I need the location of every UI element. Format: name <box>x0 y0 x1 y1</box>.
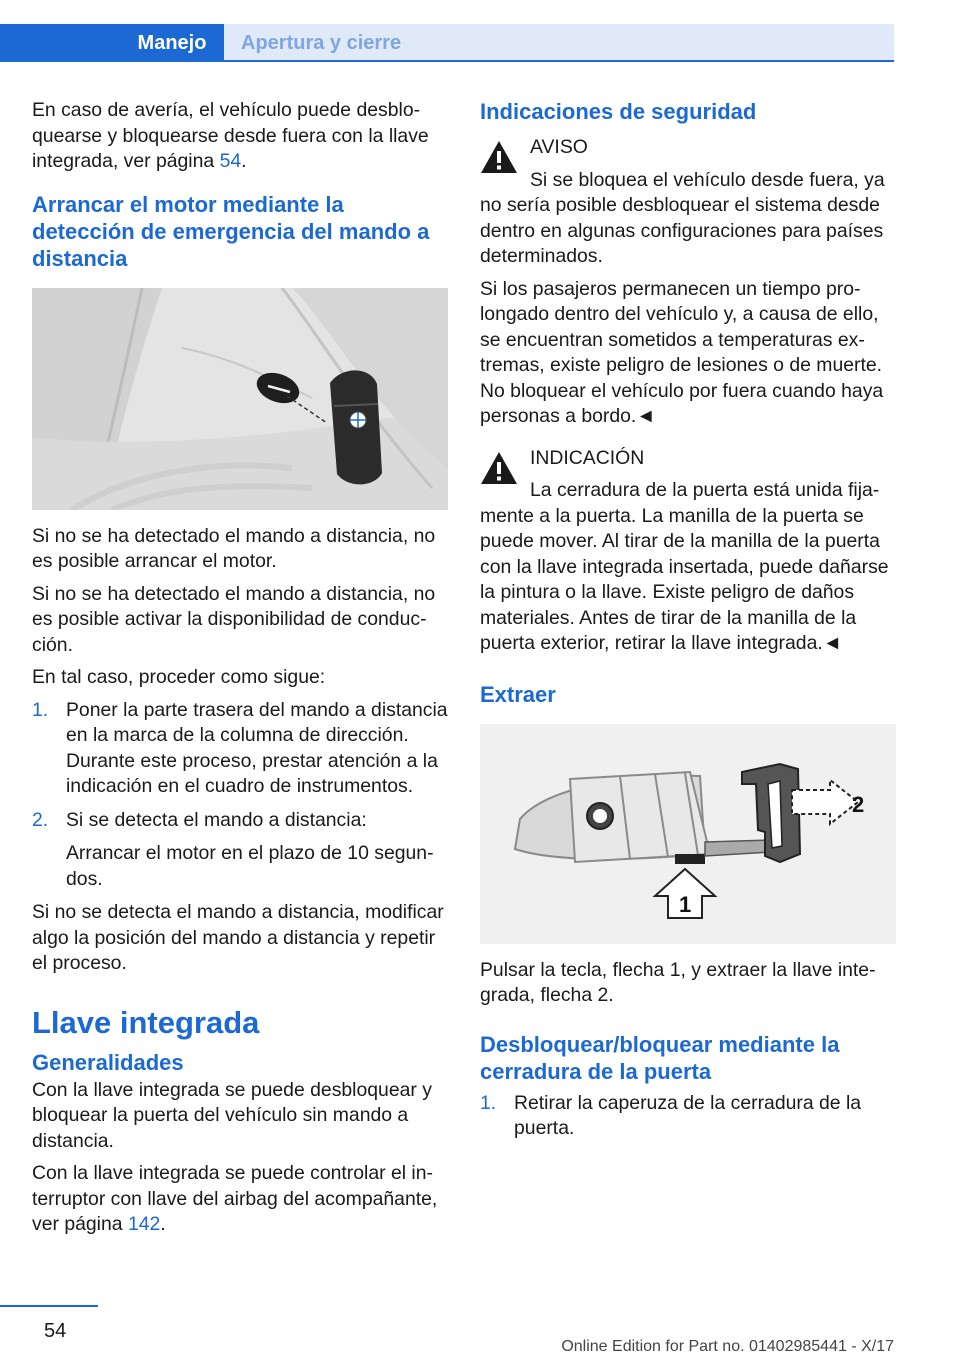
intro-text: En caso de avería, el vehículo puede desbloquearse y bloquearse desde fuera con la llave integrada, ver página <box>32 99 429 172</box>
step-text <box>66 808 448 893</box>
general-2-text: Con la llave integrada se puede controlar el interruptor con llave del airbag del acompañante, ver página <box>32 1162 438 1235</box>
edition-note: Online Edition for Part no. 01402985441 - X/17 <box>561 1338 894 1355</box>
paragraph-retry: Si no se detecta el mando a distancia, modificar algo la posición del mando a distancia y repetir el proceso. <box>32 901 444 974</box>
intro-end: . <box>241 150 247 172</box>
step-text <box>66 698 448 800</box>
arrow-2-label: 2 <box>852 791 865 817</box>
notice-triangle-icon <box>480 451 518 485</box>
footer-line <box>0 1305 98 1307</box>
steering-column-illustration <box>32 288 448 510</box>
warning-label: AVISO <box>530 136 588 158</box>
tab-manejo[interactable]: Manejo <box>120 24 224 62</box>
paragraph-extract: Pulsar la tecla, flecha 1, y extraer la llave integrada, flecha 2. <box>480 958 876 1006</box>
right-column <box>480 98 896 1150</box>
start-steps-list <box>32 698 448 893</box>
heading-emergency-start: Arrancar el motor mediante la detección de emergencia del mando a distancia <box>32 191 430 271</box>
heading-door-lock: Desbloquear/bloquear mediante la cerradura de la puerta <box>480 1031 840 1084</box>
warning-triangle-icon <box>480 140 518 174</box>
arrow-1-label: 1 <box>679 891 692 917</box>
header-underline <box>0 60 894 62</box>
warning-block <box>480 135 896 430</box>
heading-general: Generalidades <box>32 1049 184 1075</box>
step-number: 1. <box>32 698 49 721</box>
notice-label: INDICACIÓN <box>530 446 645 469</box>
page-link-54[interactable]: 54 <box>219 150 242 172</box>
tab-apertura-y-cierre[interactable]: Apertura y cierre <box>224 24 894 62</box>
paragraph-no-ready: Si no se ha detectado el mando a distancia, no es posible activar la disponibilidad de conducción. <box>32 582 436 656</box>
list-item <box>32 808 448 893</box>
lock-steps-list <box>480 1091 896 1142</box>
step-text-line: Si se detecta el mando a distancia: <box>66 808 367 831</box>
notice-text: La cerradura de la puerta está unida fijamente a la puerta. La manilla de la puerta se puede mover. Al tirar de la manilla de la puerta con la llave integrada insertada, puede dañarse la pintura o la llave. Existe peligro de daños materiales. Antes de tirar de la manilla de la puerta exterior, retirar la llave integrada.◄ <box>480 479 889 654</box>
steering-column-figure <box>32 288 448 510</box>
notice-block <box>480 446 896 657</box>
page-link-142[interactable]: 142 <box>127 1213 161 1235</box>
heading-safety: Indicaciones de seguridad <box>480 99 757 124</box>
left-column <box>32 98 448 1245</box>
step-text-line: Poner la parte trasera del mando a distancia en la marca de la columna de dirección. Durante este proceso, prestar atención a la indicación en el cuadro de instrumentos. <box>66 698 448 797</box>
step-text <box>514 1091 896 1142</box>
step-number: 2. <box>32 808 49 831</box>
paragraph-general-1: Con la llave integrada se puede desbloquear y bloquear la puerta del vehículo sin mando a distancia. <box>32 1078 432 1152</box>
warning-text-2: Si los pasajeros permanecen un tiempo prolongado dentro del vehículo y, a causa de ello, se encuentran sometidos a temperaturas extremas, existe peligro de lesiones o de muerte. No bloquear el vehículo por fuera cuando haya personas a bordo.◄ <box>480 277 884 427</box>
step-text-line: Arrancar el motor en el plazo de 10 segundos. <box>66 842 434 890</box>
paragraph-general-2 <box>32 1161 448 1238</box>
general-2-end: . <box>160 1213 166 1235</box>
intro-paragraph <box>32 98 448 175</box>
heading-extract: Extraer <box>480 681 556 707</box>
step-text-line: Retirar la caperuza de la cerradura de la puerta. <box>514 1091 862 1139</box>
list-item <box>32 698 448 800</box>
key-extract-figure <box>480 724 896 944</box>
warning-text: Si se bloquea el vehículo desde fuera, ya no sería posible desbloquear el sistema desde dentro en algunas configuraciones para países determinados. <box>480 168 885 267</box>
list-item <box>480 1091 896 1142</box>
paragraph-proceed: En tal caso, proceder como sigue: <box>32 666 326 688</box>
key-extract-illustration <box>480 724 896 944</box>
header-bar <box>0 24 120 62</box>
page-number: 54 <box>44 1320 67 1342</box>
heading-integrated-key: Llave integrada <box>32 1004 260 1040</box>
paragraph-no-start: Si no se ha detectado el mando a distancia, no es posible arrancar el motor. <box>32 524 436 572</box>
step-number: 1. <box>480 1091 497 1114</box>
